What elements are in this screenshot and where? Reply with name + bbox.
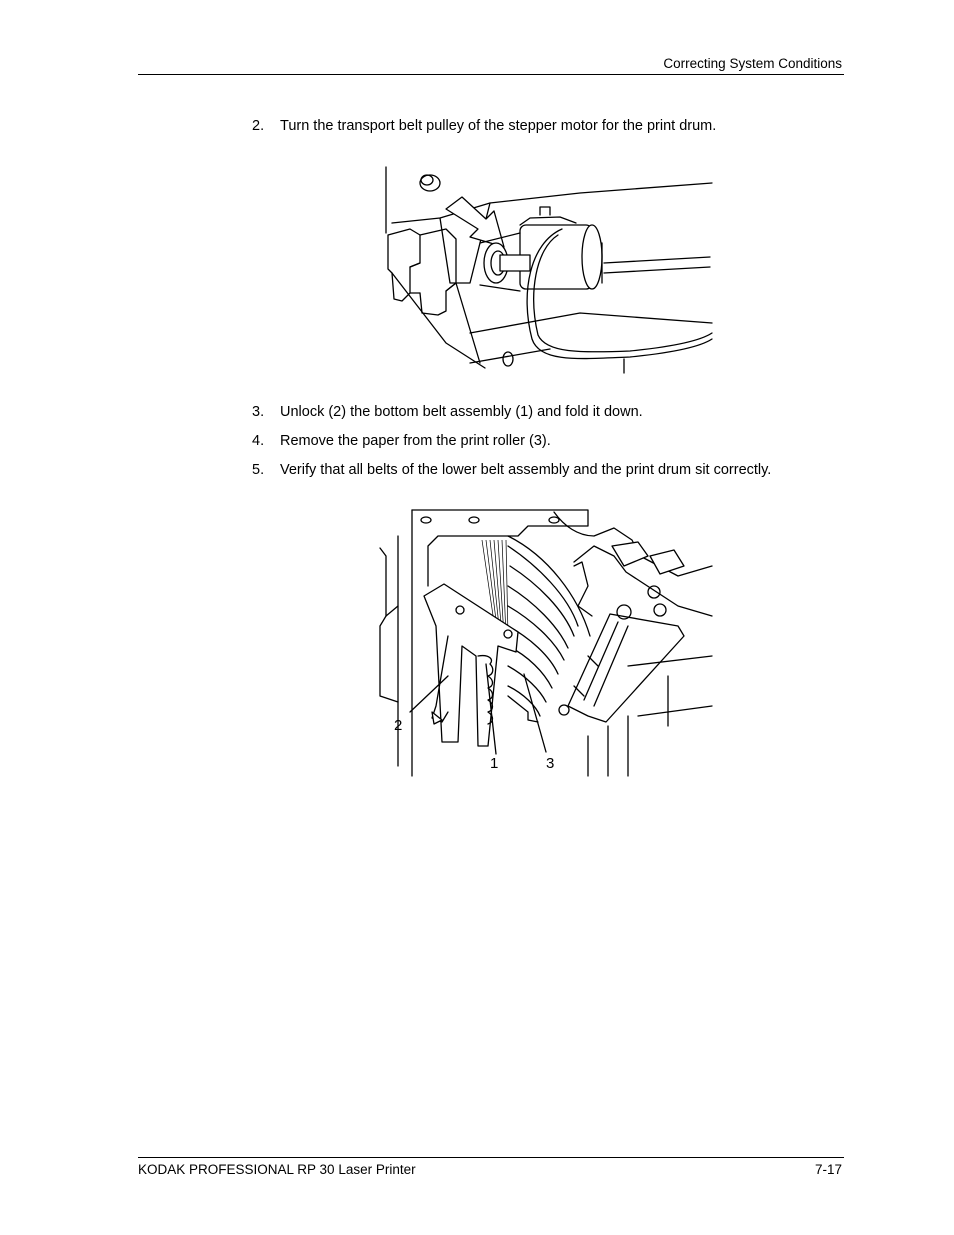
header-rule	[138, 74, 844, 75]
callout-2: 2	[394, 717, 403, 734]
step-number: 5.	[252, 462, 265, 478]
belt-assembly-illustration	[378, 506, 718, 778]
step-3	[252, 404, 643, 420]
belt-assembly-drawing	[378, 506, 718, 778]
step-number: 4.	[252, 433, 265, 449]
footer-page-number: 7-17	[814, 1162, 842, 1177]
step-number: 2.	[252, 118, 265, 134]
stepper-motor-illustration	[380, 163, 716, 375]
callout-3: 3	[546, 755, 555, 772]
step-text: Turn the transport belt pulley of the stepper motor for the print drum.	[280, 118, 717, 134]
stepper-motor-drawing	[380, 163, 716, 375]
step-number: 3.	[252, 404, 265, 420]
step-text: Unlock (2) the bottom belt assembly (1) and fold it down.	[280, 404, 643, 420]
footer-product-name: KODAK PROFESSIONAL RP 30 Laser Printer	[138, 1162, 416, 1177]
callout-1: 1	[490, 755, 499, 772]
running-header: Correcting System Conditions	[663, 56, 842, 71]
step-5	[252, 462, 771, 478]
step-2	[252, 118, 716, 134]
step-text: Remove the paper from the print roller (3).	[280, 433, 551, 449]
footer-rule	[138, 1157, 844, 1158]
step-text: Verify that all belts of the lower belt assembly and the print drum sit correctly.	[280, 462, 772, 478]
step-4	[252, 433, 551, 449]
